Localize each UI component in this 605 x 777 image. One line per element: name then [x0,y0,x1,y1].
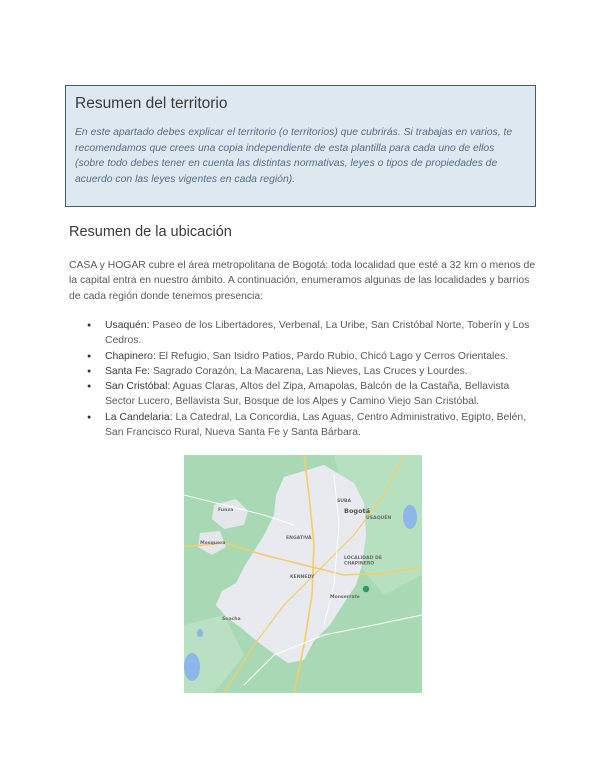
location-summary-title: Resumen de la ubicación [69,224,232,240]
locality-barrios: La Catedral, La Concordia, Las Aguas, Centro Administrativo, Egipto, Belén, San Francisco Rural, Nueva Santa Fe y Santa Bárbara. [105,411,527,439]
water-pond [197,629,203,637]
list-item [105,318,535,349]
locality-name: Usaquén: [105,320,150,331]
locality-barrios: El Refugio, San Isidro Patios, Pardo Rubio, Chicó Lago y Cerros Orientales. [155,350,509,362]
map-label-suba: SUBA [337,499,352,504]
map-label-kennedy: KENNEDY [290,575,315,580]
location-intro-paragraph: CASA y HOGAR cubre el área metropolitana de Bogotá: toda localidad que esté a 32 km o menos de la capital entra en nuestro ámbito. A continuación, enumeramos algunas de las localidades y barrios de cada región donde tenemos presencia: [69,260,536,302]
map-label-city: Bogotá [344,507,371,515]
territory-summary-title: Resumen del territorio [75,95,228,112]
territory-summary-box [65,85,536,207]
map-label-chapinero: LOCALIDAD DE CHAPINERO [344,556,382,567]
list-item [105,410,535,441]
map-svg [184,455,422,693]
map-label-usaquen: USAQUÉN [366,516,392,521]
water-lake [184,653,200,681]
monserrate-marker-icon [363,586,369,592]
locality-name: La Candelaria: [105,411,173,423]
map-label-engativa: ENGATIVÁ [286,536,312,541]
map-label-mosquera: Mosquera [200,541,226,546]
list-item [105,364,535,379]
locality-name: Santa Fe: [105,365,151,377]
locality-barrios: Sagrado Corazón, La Macarena, Las Nieves, Las Cruces y Lourdes. [150,365,468,377]
bogota-map-image [184,455,422,693]
localities-list [69,318,535,440]
locality-name: Chapinero: [105,350,156,362]
list-item [105,349,535,364]
map-label-soacha: Soacha [222,617,241,622]
territory-summary-text: En este apartado debes explicar el territorio (o territorios) que cubrirás. Si trabajas en varios, te recomendamos que crees una copia independiente de esta plantilla para cada uno de ellos (sobre todo debes tener en cuenta las distintas normativas, leyes o tipos de propiedades de acuerdo con las leyes vigentes en cada región). [75,127,513,185]
locality-barrios: Paseo de los Libertadores, Verbenal, La Uribe, San Cristóbal Norte, Toberín y Los Cedros. [105,320,530,347]
map-label-funza: Funza [218,508,234,513]
locality-name: San Cristóbal: [105,381,171,393]
map-label-monserrate: Monserrate [330,595,360,600]
locality-barrios: Aguas Claras, Altos del Zipa, Amapolas, Balcón de la Castaña, Bellavista Sector Lucero, Bellavista Sur, Bosque de los Alpes y Camino Viejo San Cristóbal. [105,381,510,408]
list-item [105,379,535,410]
water-reservoir [403,505,417,529]
